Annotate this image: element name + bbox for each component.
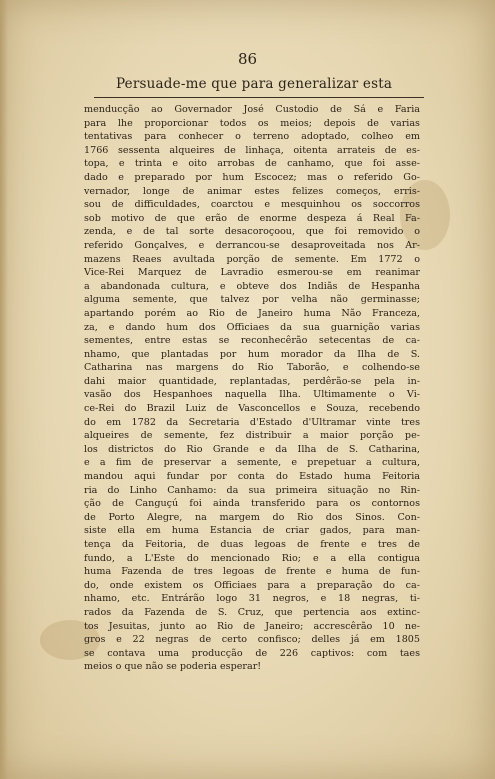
- text-line: za, e dando hum dos Officiaes da sua guarnição varias: [84, 321, 420, 333]
- running-catchword: Persuade-me que para generalizar esta: [116, 76, 393, 92]
- text-line: ção de Canguçú foi ainda transferido para os contornos: [84, 498, 420, 510]
- text-line: se contava uma producção de 226 captivos: com taes: [84, 647, 420, 659]
- text-line: dahi maior quantidade, replantadas, perdêrão-se pela in-: [84, 375, 420, 387]
- text-line: referido Gonçalves, e derrancou-se desaproveitada nos Ar-: [84, 239, 420, 251]
- text-line: Catharina nas margens do Rio Taborão, e colhendo-se: [84, 362, 420, 374]
- text-line: nhamo, que plantadas por hum morador da Ilha de S.: [84, 348, 420, 360]
- text-line: para lhe proporcionar todos os meios; depois de varias: [84, 117, 420, 129]
- text-line: siste ella em huma Estancia de criar gados, para man-: [84, 525, 420, 537]
- text-line: vasão dos Hespanhoes naquella Ilha. Ultimamente o Vi-: [84, 389, 420, 401]
- text-line: ria do Linho Canhamo: da sua primeira situação no Rin-: [84, 484, 420, 496]
- text-line: dado e preparado por hum Escocez; mas o referido Go-: [84, 171, 420, 183]
- text-line: tos Jesuitas, junto ao Rio de Janeiro; accrescêrão 10 ne-: [84, 620, 420, 632]
- text-line: vernador, longe de animar estes felizes começos, erris-: [84, 185, 420, 197]
- text-line: los districtos do Rio Grande e da Ilha de S. Catharina,: [84, 443, 420, 455]
- text-line: mandou aqui fundar por conta do Estado huma Feitoria: [84, 471, 420, 483]
- text-line: tença da Feitoria, de duas legoas de frente e tres de: [84, 539, 420, 550]
- text-line: sementes, entre estas se reconhecêrão setecentas de ca-: [84, 335, 420, 347]
- text-line: ce-Rei do Brazil Luiz de Vasconcellos e Souza, recebendo: [84, 403, 420, 415]
- text-line: fundo, a L'Este do mencionado Rio; e a ella contigua: [84, 552, 420, 564]
- text-line: huma Fazenda de tres legoas de frente e huma de fun-: [84, 566, 420, 578]
- text-line: do em 1782 da Secretaria d'Estado d'Ultramar vinte tres: [84, 416, 420, 428]
- body-paragraph: [84, 103, 420, 674]
- text-line: rados da Fazenda de S. Cruz, que pertencia aos extinc-: [84, 606, 420, 618]
- text-line: alqueires de semente, fez distribuir a maior porção pe-: [84, 430, 420, 442]
- text-line: apartando porém ao Rio de Janeiro huma Não Franceza,: [84, 307, 420, 319]
- header-rule: [94, 97, 424, 98]
- text-line: mazens Reaes avultada porção de semente. Em 1772 o: [84, 253, 420, 265]
- text-line: 1766 sessenta alqueires de linhaça, oitenta arrateis de es-: [84, 144, 420, 156]
- text-line: sou de difficuldades, coarctou e mesquinhou os soccorros: [84, 199, 420, 211]
- page-gutter-shadow: [0, 0, 8, 779]
- text-line: topa, e trinta e oito arrobas de canhamo, que foi asse-: [84, 158, 420, 170]
- text-line: e a fim de preservar a semente, e prepetuar a cultura,: [84, 457, 420, 469]
- text-line: menducção ao Governador José Custodio de Sá e Faria: [84, 104, 420, 115]
- text-line: zenda, e de tal sorte desacoroçoou, que foi removido o: [84, 226, 420, 238]
- text-line: a abandonada cultura, e obteve dos Indiãs de Hespanha: [84, 280, 420, 292]
- text-line: tentativas para conhecer o terreno adoptado, colheo em: [84, 131, 420, 143]
- text-line: alguma semente, que talvez por velha não germinasse;: [84, 294, 420, 306]
- text-line: meios o que não se poderia esperar!: [84, 661, 262, 673]
- page-number: 86: [237, 50, 258, 68]
- text-line: de Porto Alegre, na margem do Rio dos Sinos. Con-: [84, 511, 420, 523]
- text-line: do, onde existem os Officiaes para a preparação do ca-: [84, 579, 420, 591]
- text-line: gros e 22 negras de certo confisco; delles já em 1805: [84, 634, 420, 646]
- text-line: nhamo, etc. Entrárão logo 31 negros, e 18 negras, ti-: [84, 593, 420, 605]
- text-line: Vice-Rei Marquez de Lavradio esmerou-se em reanimar: [84, 267, 420, 279]
- text-line: sob motivo de que erão de enorme despeza á Real Fa-: [84, 212, 420, 224]
